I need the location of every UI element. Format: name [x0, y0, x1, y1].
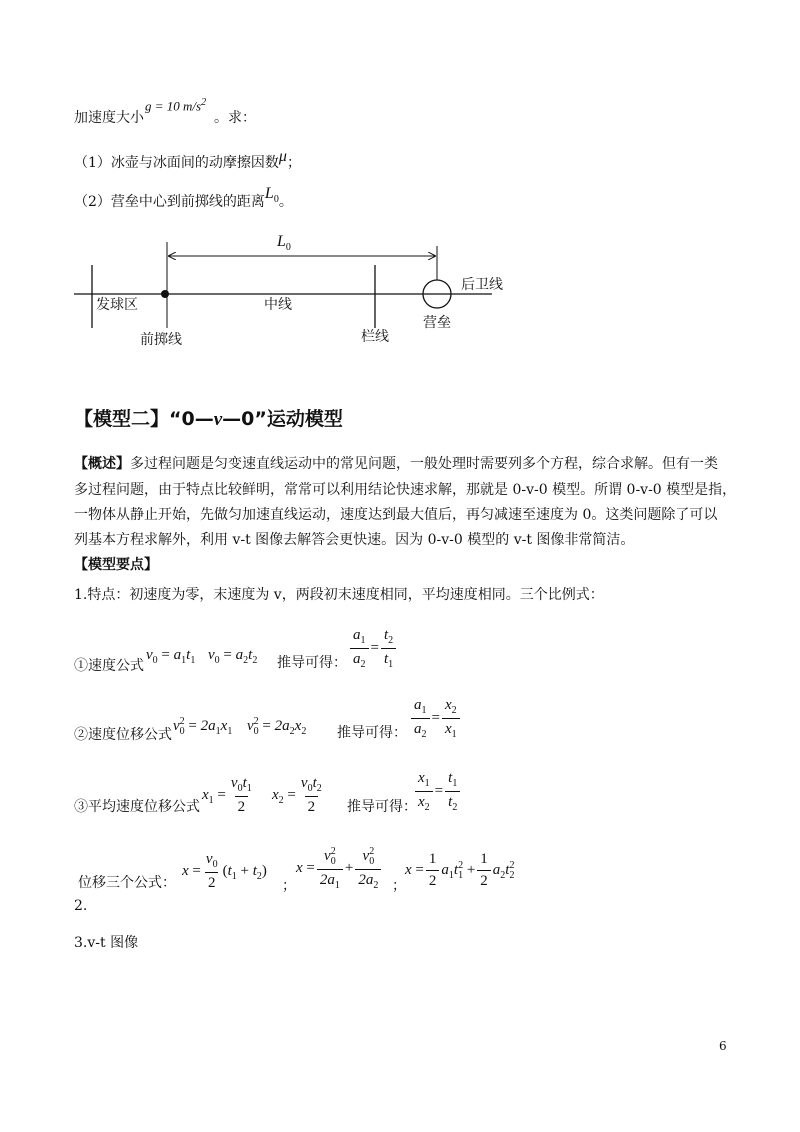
heading-post: —0”运动模型 [222, 408, 343, 430]
formula-1-eq-a: $v_0 = a_1t_1$ [146, 647, 196, 666]
text-qiu: 。求： [214, 110, 256, 126]
derive-label-1: 推导可得： [277, 655, 347, 671]
model-points-label: 【模型要点】 [74, 557, 158, 573]
L0-symbol: L [264, 185, 274, 202]
label-serve-zone: 发球区 [96, 297, 138, 313]
formula-2-eq-b: $v_0^2 = 2a_2x_2$ [247, 716, 307, 737]
text-accel: 加速度大小 [74, 110, 144, 126]
sep-1: ； [282, 878, 296, 894]
g-formula-text: g = 10 m/s [145, 98, 202, 114]
disp-formula-2: x = $\frac{v_0^2}{2a_1}$ + $\frac{v_0^2}{2a_2}$ [296, 846, 383, 891]
q1-text: （1）冰壶与冰面间的动摩擦因数 [74, 155, 279, 171]
disp-formula-1: x = $\frac{v_0}{2}$ $(t_1 + t_2)$ [182, 851, 267, 891]
disp-formula-3: x = $\frac{1}{2}$ $a_1t_1^2$ + $\frac{1}{2}$ $a_2t_2^2$ [405, 851, 515, 889]
formula-1-label: ①速度公式 [74, 658, 144, 674]
throw-point-dot [161, 290, 169, 298]
formula-1-eq-b: $v_0 = a_2t_2$ [208, 647, 258, 666]
L0-sub: 0 [273, 194, 279, 206]
overview-line-1 [74, 457, 718, 471]
q2-text: （2）营垒中心到前掷线的距离 [74, 194, 265, 210]
overview-label: 【概述】 [74, 456, 130, 472]
label-front-throw-line: 前掷线 [140, 332, 182, 348]
formula-3-eq-a: $x_1$ = $\frac{v_0t_1}{2}$ [202, 775, 252, 815]
heading-v: v [213, 409, 223, 430]
label-center-line: 中线 [264, 297, 292, 313]
ratio-a-t: $\frac{a_1}{a_2}$ = $\frac{t_2}{t_1}$ [348, 627, 398, 670]
page-number: 6 [719, 1039, 727, 1053]
ratio-x-t: $\frac{x_1}{x_2}$ = $\frac{t_1}{t_2}$ [413, 770, 462, 813]
formula-3-eq-b: $x_2$ = $\frac{v_0t_2}{2}$ [272, 775, 322, 815]
point-3 [74, 936, 138, 950]
diagram-L0-label [277, 233, 291, 253]
overview-line-4: 列基本方程求解外，利用 v-t 图像去解答会更快速。因为 0-v-0 模型的 v-t 图像非常简洁。 [74, 532, 635, 548]
derive-label-3: 推导可得： [347, 799, 417, 815]
label-railing-line: 栏线 [361, 329, 389, 345]
displacement-label: 位移三个公式： [78, 875, 176, 891]
overview-line-2: 多过程问题，由于特点比较鲜明，常常可以利用结论快速求解，那就是 0-v-0 模型。所谓 0-v-0 模型是指， [74, 482, 737, 498]
derive-label-2: 推导可得： [337, 725, 407, 741]
point-1: 1.特点：初速度为零，末速度为 v，两段初末速度相同，平均速度相同。三个比例式： [74, 587, 604, 603]
diagram-L0-text: L [277, 233, 286, 250]
section-heading [74, 404, 343, 431]
formula-2-label: ②速度位移公式 [74, 727, 172, 743]
diagram-L0-sub: 0 [285, 242, 291, 254]
ratio-a-x: $\frac{a_1}{a_2}$ = $\frac{x_2}{x_1}$ [409, 697, 462, 740]
g-exp: 2 [201, 97, 207, 108]
overview-text-1: 多过程问题是匀变速直线运动中的常见问题，一般处理时需要列多个方程，综合求解。但有一类 [130, 456, 718, 472]
formula-2-eq-a: $v_0^2 = 2a_1x_1$ [173, 716, 233, 737]
overview-line-3: 一物体从静止开始，先做匀加速直线运动，速度达到最大值后，再匀减速至速度为 0。这类问题除了可以 [74, 507, 718, 523]
sep-2: ； [392, 878, 406, 894]
point-3-text: 3.v-t 图像 [74, 935, 139, 951]
q1-end: ； [286, 155, 301, 171]
formula-3-label: ③平均速度位移公式 [74, 799, 200, 815]
point-2: 2. [74, 898, 88, 914]
label-house: 营垒 [423, 315, 451, 331]
q2-end: 。 [278, 194, 293, 210]
mu-symbol: μ [278, 148, 287, 165]
heading-pre: 【模型二】“0— [74, 408, 214, 430]
label-back-line: 后卫线 [461, 277, 503, 293]
